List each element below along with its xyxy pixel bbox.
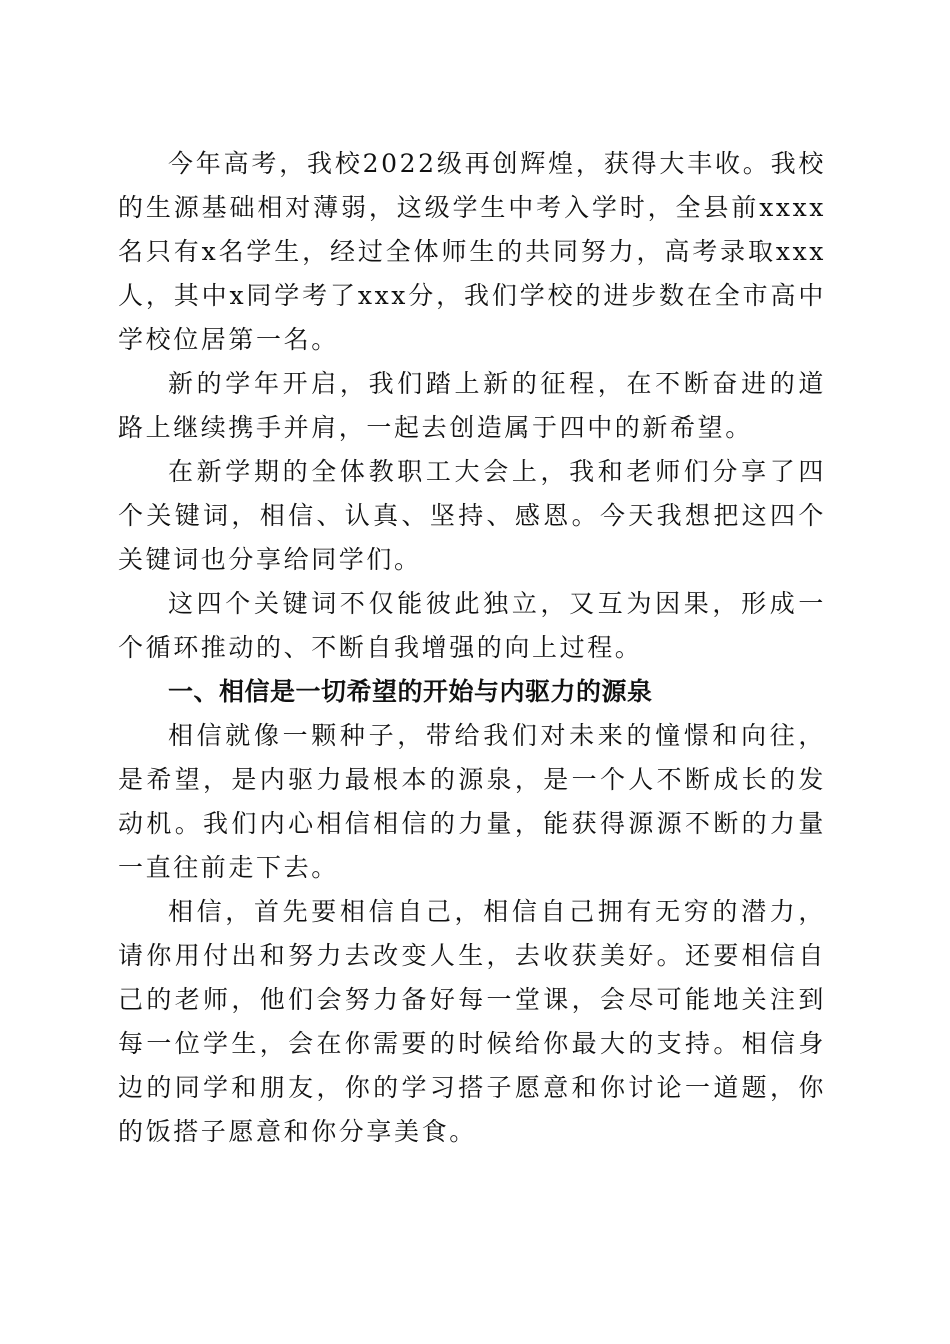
paragraph-keywords-cycle: 这四个关键词不仅能彼此独立，又互为因果，形成一个循环推动的、不断自我增强的向上过程。 (118, 589, 826, 662)
paragraph-exam-results: 今年高考，我校2022级再创辉煌，获得大丰收。我校的生源基础相对薄弱，这级学生中考入学时，全县前xxxx名只有x名学生，经过全体师生的共同努力，高考录取xxx人，其中x同学考了xxx分，我们学校的进步数在全市高中学校位居第一名。 (118, 149, 826, 354)
paragraph-believe-in-self: 相信，首先要相信自己，相信自己拥有无穷的潜力，请你用付出和努力去改变人生，去收获美好。还要相信自己的老师，他们会努力备好每一堂课，会尽可能地关注到每一位学生，会在你需要的时候给你最大的支持。相信身边的同学和朋友，你的学习搭子愿意和你讨论一道题，你的饭搭子愿意和你分享美食。 (118, 897, 826, 1146)
section-heading-belief: 一、相信是一切希望的开始与内驱力的源泉 (168, 677, 653, 706)
document-body (118, 142, 826, 1154)
paragraph-new-school-year: 新的学年开启，我们踏上新的征程，在不断奋进的道路上继续携手并肩，一起去创造属于四中的新希望。 (118, 369, 826, 442)
paragraph-belief-seed: 相信就像一颗种子，带给我们对未来的憧憬和向往，是希望，是内驱力最根本的源泉，是一个人不断成长的发动机。我们内心相信相信的力量，能获得源源不断的力量一直往前走下去。 (118, 721, 826, 882)
paragraph-four-keywords: 在新学期的全体教职工大会上，我和老师们分享了四个关键词，相信、认真、坚持、感恩。今天我想把这四个关键词也分享给同学们。 (118, 457, 826, 574)
